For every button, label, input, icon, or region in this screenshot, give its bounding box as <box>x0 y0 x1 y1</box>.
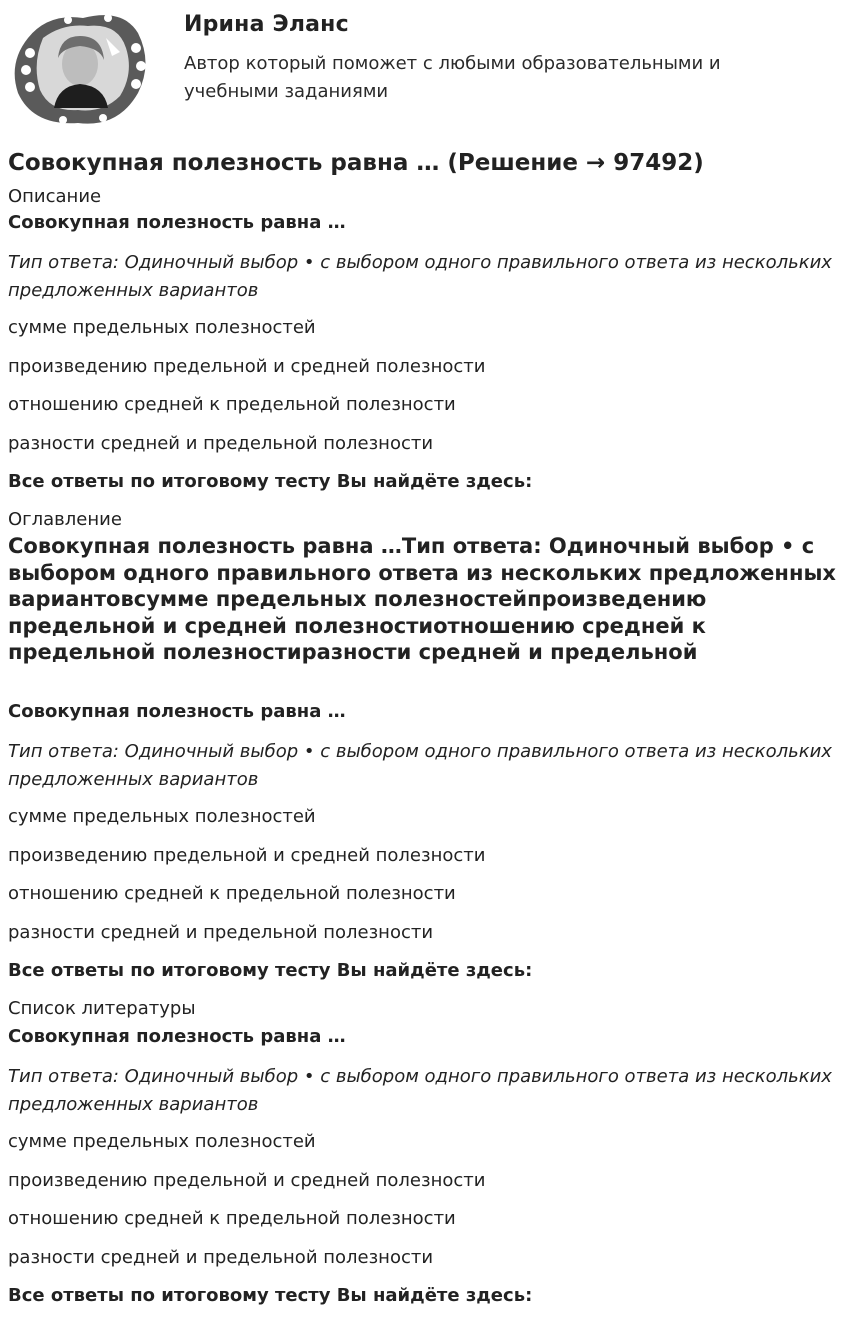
answer-option: разности средней и предельной полезности <box>8 432 434 454</box>
answer-option: произведению предельной и средней полезности <box>8 844 486 866</box>
answer-option: сумме предельных полезностей <box>8 1131 316 1152</box>
answers-footer: Все ответы по итоговому тесту Вы найдёте здесь: <box>8 1285 533 1306</box>
author-description: Автор который поможет с любыми образовательными и учебными заданиями <box>184 53 721 102</box>
toc-heading: Совокупная полезность равна …Тип ответа: Одиночный выбор • с выбором одного правильного ответа из нескольких предложенных вариантовсумме предельных полезностейпроизведению предельной и средней полезностиотношению средней к предельной полезностиразности средней и предельной <box>8 534 836 664</box>
question-text: Совокупная полезность равна … <box>8 701 346 722</box>
answer-option: произведению предельной и средней полезности <box>8 1169 486 1191</box>
answer-type: Тип ответа: Одиночный выбор • с выбором одного правильного ответа из нескольких предложенных вариантов <box>8 252 832 301</box>
answer-option: сумме предельных полезностей <box>8 806 316 827</box>
answer-option: сумме предельных полезностей <box>8 317 316 338</box>
section-label-toc: Оглавление <box>8 509 122 530</box>
question-text: Совокупная полезность равна … <box>8 1026 346 1047</box>
answers-footer: Все ответы по итоговому тесту Вы найдёте здесь: <box>8 960 533 981</box>
question-text: Совокупная полезность равна … <box>8 212 346 233</box>
author-header <box>0 0 847 140</box>
section-label-literature: Список литературы <box>8 998 196 1019</box>
answer-option: отношению средней к предельной полезности <box>8 1208 456 1229</box>
author-avatar[interactable] <box>8 8 151 128</box>
answer-option: произведению предельной и средней полезности <box>8 355 486 377</box>
section-label-description: Описание <box>8 186 102 207</box>
answers-footer: Все ответы по итоговому тесту Вы найдёте здесь: <box>8 471 533 492</box>
main-content <box>8 146 838 1321</box>
page-title: Совокупная полезность равна … (Решение → 97492) <box>8 150 704 176</box>
author-name[interactable]: Ирина Эланс <box>184 12 349 37</box>
answer-option: разности средней и предельной полезности <box>8 1246 434 1268</box>
literature-section <box>8 996 838 1321</box>
toc-section <box>8 507 838 996</box>
answer-type: Тип ответа: Одиночный выбор • с выбором одного правильного ответа из нескольких предложенных вариантов <box>8 1066 832 1115</box>
answer-option: разности средней и предельной полезности <box>8 921 434 943</box>
answer-option: отношению средней к предельной полезности <box>8 394 456 415</box>
answer-type: Тип ответа: Одиночный выбор • с выбором одного правильного ответа из нескольких предложенных вариантов <box>8 741 832 790</box>
answer-option: отношению средней к предельной полезности <box>8 883 456 904</box>
description-section <box>8 184 838 507</box>
